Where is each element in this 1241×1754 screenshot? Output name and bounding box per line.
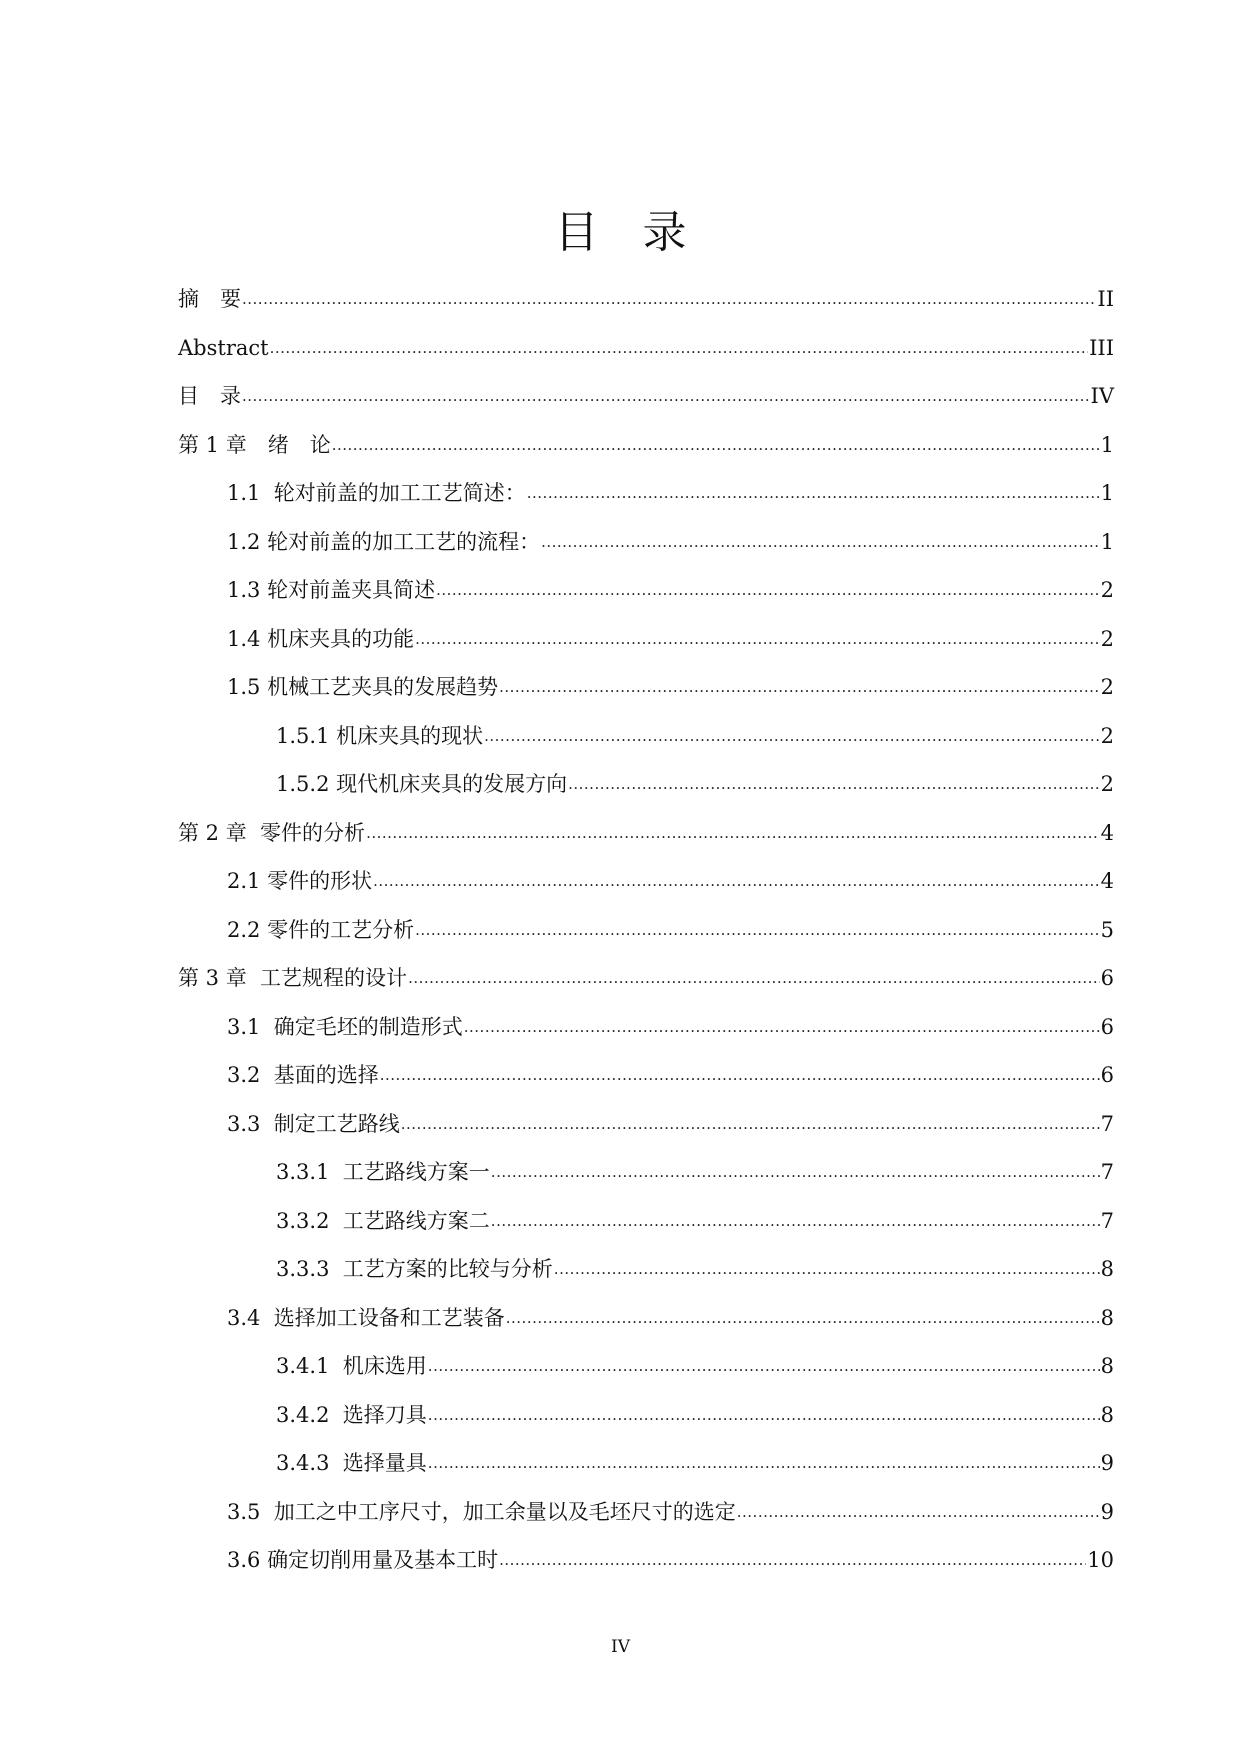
toc-entry[interactable] [178, 1013, 1114, 1062]
toc-entry-page: III [1089, 335, 1114, 360]
toc-entry-title: 3.4.3 选择量具 [276, 1451, 427, 1475]
toc-entry-page: 9 [1100, 1451, 1114, 1475]
toc-entry[interactable] [178, 528, 1114, 577]
toc-dot-leader [491, 1205, 1100, 1235]
toc-entry[interactable] [178, 770, 1114, 819]
toc-dot-leader [499, 1544, 1086, 1574]
toc-entry-page: 7 [1100, 1208, 1114, 1233]
toc-entry-title: 1.5 机械工艺夹具的发展趋势 [227, 675, 499, 699]
toc-dot-leader [484, 720, 1100, 750]
toc-dot-leader [373, 865, 1100, 895]
toc-entry-title: 3.4 选择加工设备和工艺装备 [227, 1305, 505, 1330]
toc-entry-title: 1.4 机床夹具的功能 [227, 626, 415, 651]
toc-entry-page: 2 [1100, 772, 1114, 796]
toc-entry[interactable] [178, 1546, 1114, 1595]
toc-entry[interactable] [178, 285, 1114, 334]
toc-entry-title: 3.3 制定工艺路线 [227, 1111, 400, 1136]
toc-dot-leader [499, 671, 1100, 701]
toc-entry-page: 8 [1100, 1257, 1114, 1281]
toc-dot-leader [491, 1156, 1100, 1186]
toc-entry-page: 6 [1100, 966, 1114, 990]
toc-entry-title: 3.5 加工之中工序尺寸，加工余量以及毛坯尺寸的选定 [227, 1499, 736, 1524]
toc-entry-page: 2 [1100, 626, 1114, 651]
table-of-contents [178, 285, 1114, 1595]
toc-entry-page: 2 [1100, 675, 1114, 699]
toc-entry-title: Abstract [178, 335, 269, 360]
toc-entry[interactable] [178, 1449, 1114, 1498]
toc-dot-leader [380, 1059, 1100, 1089]
toc-entry-page: 8 [1100, 1305, 1114, 1330]
toc-entry[interactable] [178, 916, 1114, 965]
page-title: 目录 [554, 207, 731, 259]
toc-entry-page: II [1097, 287, 1114, 311]
toc-entry-page: 9 [1100, 1499, 1114, 1524]
toc-entry-title: 第 1 章 绪 论 [178, 432, 331, 457]
toc-dot-leader [408, 962, 1100, 992]
toc-dot-leader [436, 574, 1100, 604]
toc-dot-leader [737, 1496, 1100, 1526]
toc-entry-title: 1.2 轮对前盖的加工工艺的流程： [227, 529, 541, 554]
toc-entry[interactable] [178, 1207, 1114, 1256]
toc-entry-title: 1.3 轮对前盖夹具简述 [227, 578, 436, 602]
toc-entry-page: 4 [1100, 869, 1114, 893]
toc-dot-leader [415, 623, 1100, 653]
toc-entry[interactable] [178, 1255, 1114, 1304]
toc-dot-leader [506, 1302, 1100, 1332]
toc-entry[interactable] [178, 1352, 1114, 1401]
toc-entry-page: 4 [1100, 820, 1114, 845]
toc-entry[interactable] [178, 334, 1114, 383]
toc-entry-page: 8 [1100, 1402, 1114, 1427]
toc-entry[interactable] [178, 1498, 1114, 1547]
toc-entry-title: 1.5.2 现代机床夹具的发展方向 [276, 772, 568, 796]
toc-dot-leader [527, 477, 1100, 507]
toc-entry-page: 5 [1100, 917, 1114, 942]
toc-entry-title: 3.4.2 选择刀具 [276, 1402, 427, 1427]
toc-entry-title: 3.4.1 机床选用 [276, 1354, 427, 1378]
toc-entry[interactable] [178, 479, 1114, 528]
toc-entry-title: 3.1 确定毛坯的制造形式 [227, 1014, 463, 1039]
toc-entry-page: 8 [1100, 1354, 1114, 1378]
toc-entry[interactable] [178, 964, 1114, 1013]
toc-dot-leader [428, 1350, 1100, 1380]
toc-dot-leader [568, 768, 1100, 798]
toc-entry-page: 6 [1100, 1014, 1114, 1039]
toc-entry[interactable] [178, 1401, 1114, 1450]
toc-entry-title: 1.5.1 机床夹具的现状 [276, 723, 484, 748]
toc-entry[interactable] [178, 1110, 1114, 1159]
toc-entry[interactable] [178, 1304, 1114, 1353]
toc-entry-page: 2 [1100, 723, 1114, 748]
toc-entry-title: 目 录 [178, 384, 241, 408]
toc-entry-title: 3.6 确定切削用量及基本工时 [227, 1548, 499, 1572]
toc-entry[interactable] [178, 819, 1114, 868]
toc-dot-leader [242, 283, 1096, 313]
toc-dot-leader [366, 817, 1100, 847]
toc-entry-title: 2.1 零件的形状 [227, 869, 373, 893]
toc-entry-title: 1.1 轮对前盖的加工工艺简述： [227, 481, 526, 505]
toc-entry[interactable] [178, 673, 1114, 722]
toc-dot-leader [242, 380, 1090, 410]
toc-entry-title: 3.3.1 工艺路线方案一 [276, 1160, 490, 1184]
toc-dot-leader [428, 1399, 1100, 1429]
toc-entry[interactable] [178, 1158, 1114, 1207]
toc-entry[interactable] [178, 625, 1114, 674]
toc-dot-leader [401, 1108, 1100, 1138]
toc-entry[interactable] [178, 382, 1114, 431]
toc-entry-title: 3.3.3 工艺方案的比较与分析 [276, 1257, 553, 1281]
toc-entry-title: 3.2 基面的选择 [227, 1063, 379, 1087]
toc-entry[interactable] [178, 867, 1114, 916]
toc-entry-title: 第 2 章 零件的分析 [178, 820, 366, 845]
toc-entry-title: 3.3.2 工艺路线方案二 [276, 1208, 490, 1233]
toc-dot-leader [428, 1447, 1100, 1477]
toc-entry-page: IV [1090, 384, 1114, 408]
toc-entry-page: 2 [1100, 578, 1114, 602]
toc-entry-title: 摘 要 [178, 287, 241, 311]
toc-entry[interactable] [178, 722, 1114, 771]
toc-entry-page: 1 [1100, 529, 1114, 554]
page-number-footer: IV [611, 1637, 630, 1657]
toc-entry-page: 1 [1100, 481, 1114, 505]
toc-entry-title: 第 3 章 工艺规程的设计 [178, 966, 408, 990]
toc-dot-leader [270, 332, 1089, 362]
toc-dot-leader [332, 429, 1100, 459]
toc-dot-leader [415, 914, 1100, 944]
toc-entry-page: 10 [1087, 1548, 1114, 1572]
toc-entry[interactable] [178, 1061, 1114, 1110]
toc-dot-leader [541, 526, 1100, 556]
toc-entry-title: 2.2 零件的工艺分析 [227, 917, 415, 942]
toc-entry[interactable] [178, 431, 1114, 480]
toc-entry-page: 6 [1100, 1063, 1114, 1087]
toc-dot-leader [554, 1253, 1100, 1283]
toc-entry-page: 7 [1100, 1111, 1114, 1136]
toc-entry-page: 7 [1100, 1160, 1114, 1184]
toc-dot-leader [464, 1011, 1100, 1041]
toc-entry-page: 1 [1100, 432, 1114, 457]
toc-entry[interactable] [178, 576, 1114, 625]
